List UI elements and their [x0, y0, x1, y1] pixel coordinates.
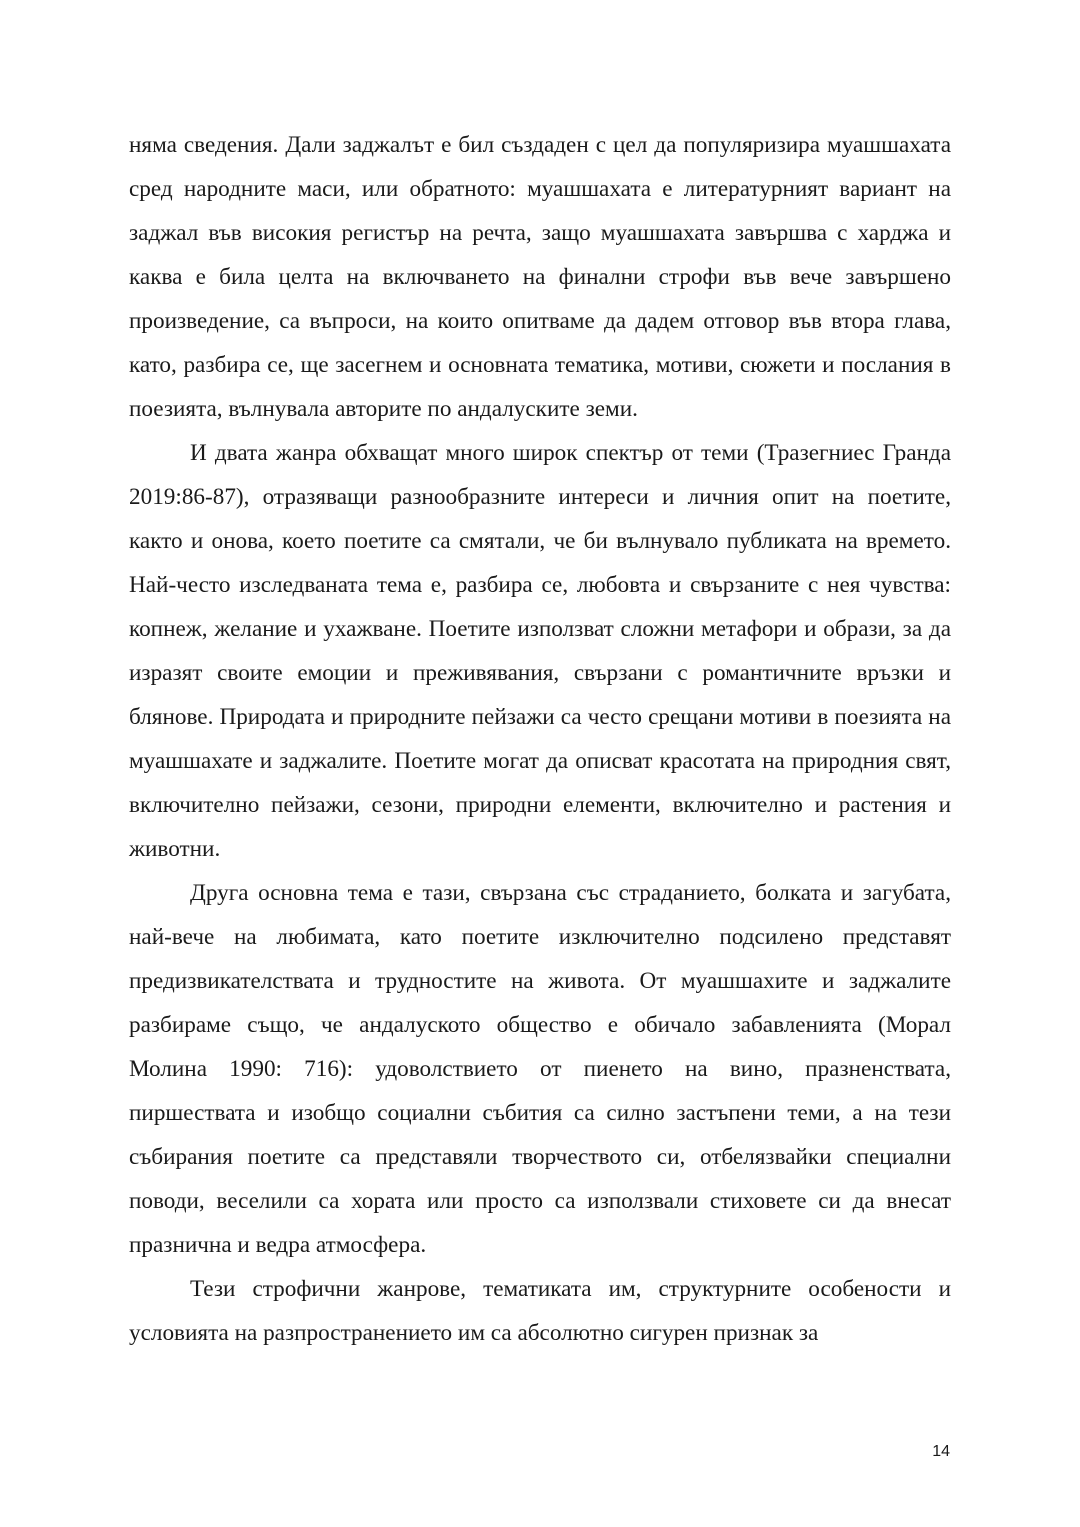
- paragraph-suffering: Друга основна тема е тази, свързана със страданието, болката и загубата, най-вече на любимата, като поетите изключително подсилено представят предизвикателствата и трудностите на живота. От муашшахите и заджалите разбираме също, че андалуското общество е обичало забавленията (Морал Молина 1990: 716): удоволствието от пиенето на вино, празненствата, пиршествата и изобщо социални събития са силно застъпени теми, а на тези събирания поетите са представяли творчеството си, отбелязвайки специални поводи, веселили са хората или просто са използвали стиховете си да внесат празнична и ведра атмосфера.: [129, 880, 951, 1258]
- paragraph-themes: И двата жанра обхващат много широк спектър от теми (Тразегниес Гранда 2019:86-87), отразяващи разнообразните интереси и личния опит на поетите, както и онова, което поетите са смятали, че би вълнувало публиката на времето. Най-често изследваната тема е, разбира се, любовта и свързаните с нея чувства: копнеж, желание и ухажване. Поетите използват сложни метафори и образи, за да изразят своите емоции и преживявания, свързани с романтичните връзки и блянове. Природата и природните пейзажи са често срещани мотиви в поезията на муашшахате и заджалите. Поетите могат да описват красотата на природния свят, включително пейзажи, сезони, природни елементи, включително и растения и животни.: [129, 440, 951, 862]
- body-text: [129, 123, 951, 1355]
- paragraph-continuation: няма сведения. Дали заджалът е бил създаден с цел да популяризира муашшахата сред народните маси, или обратното: муашшахата е литературният вариант на заджал във високия регистър на речта, защо муашшахата завършва с харджа и каква е била целта на включването на финални строфи във вече завършено произведение, са въпроси, на които опитваме да дадем отговор във втора глава, като, разбира се, ще засегнем и основната тематика, мотиви, сюжети и послания в поезията, вълнувала авторите по андалуските земи.: [129, 132, 951, 422]
- paragraph-strophic-genres: Тези строфични жанрове, тематиката им, структурните особености и условията на разпространението им са абсолютно сигурен признак за: [129, 1276, 951, 1346]
- page-number: 14: [932, 1443, 950, 1460]
